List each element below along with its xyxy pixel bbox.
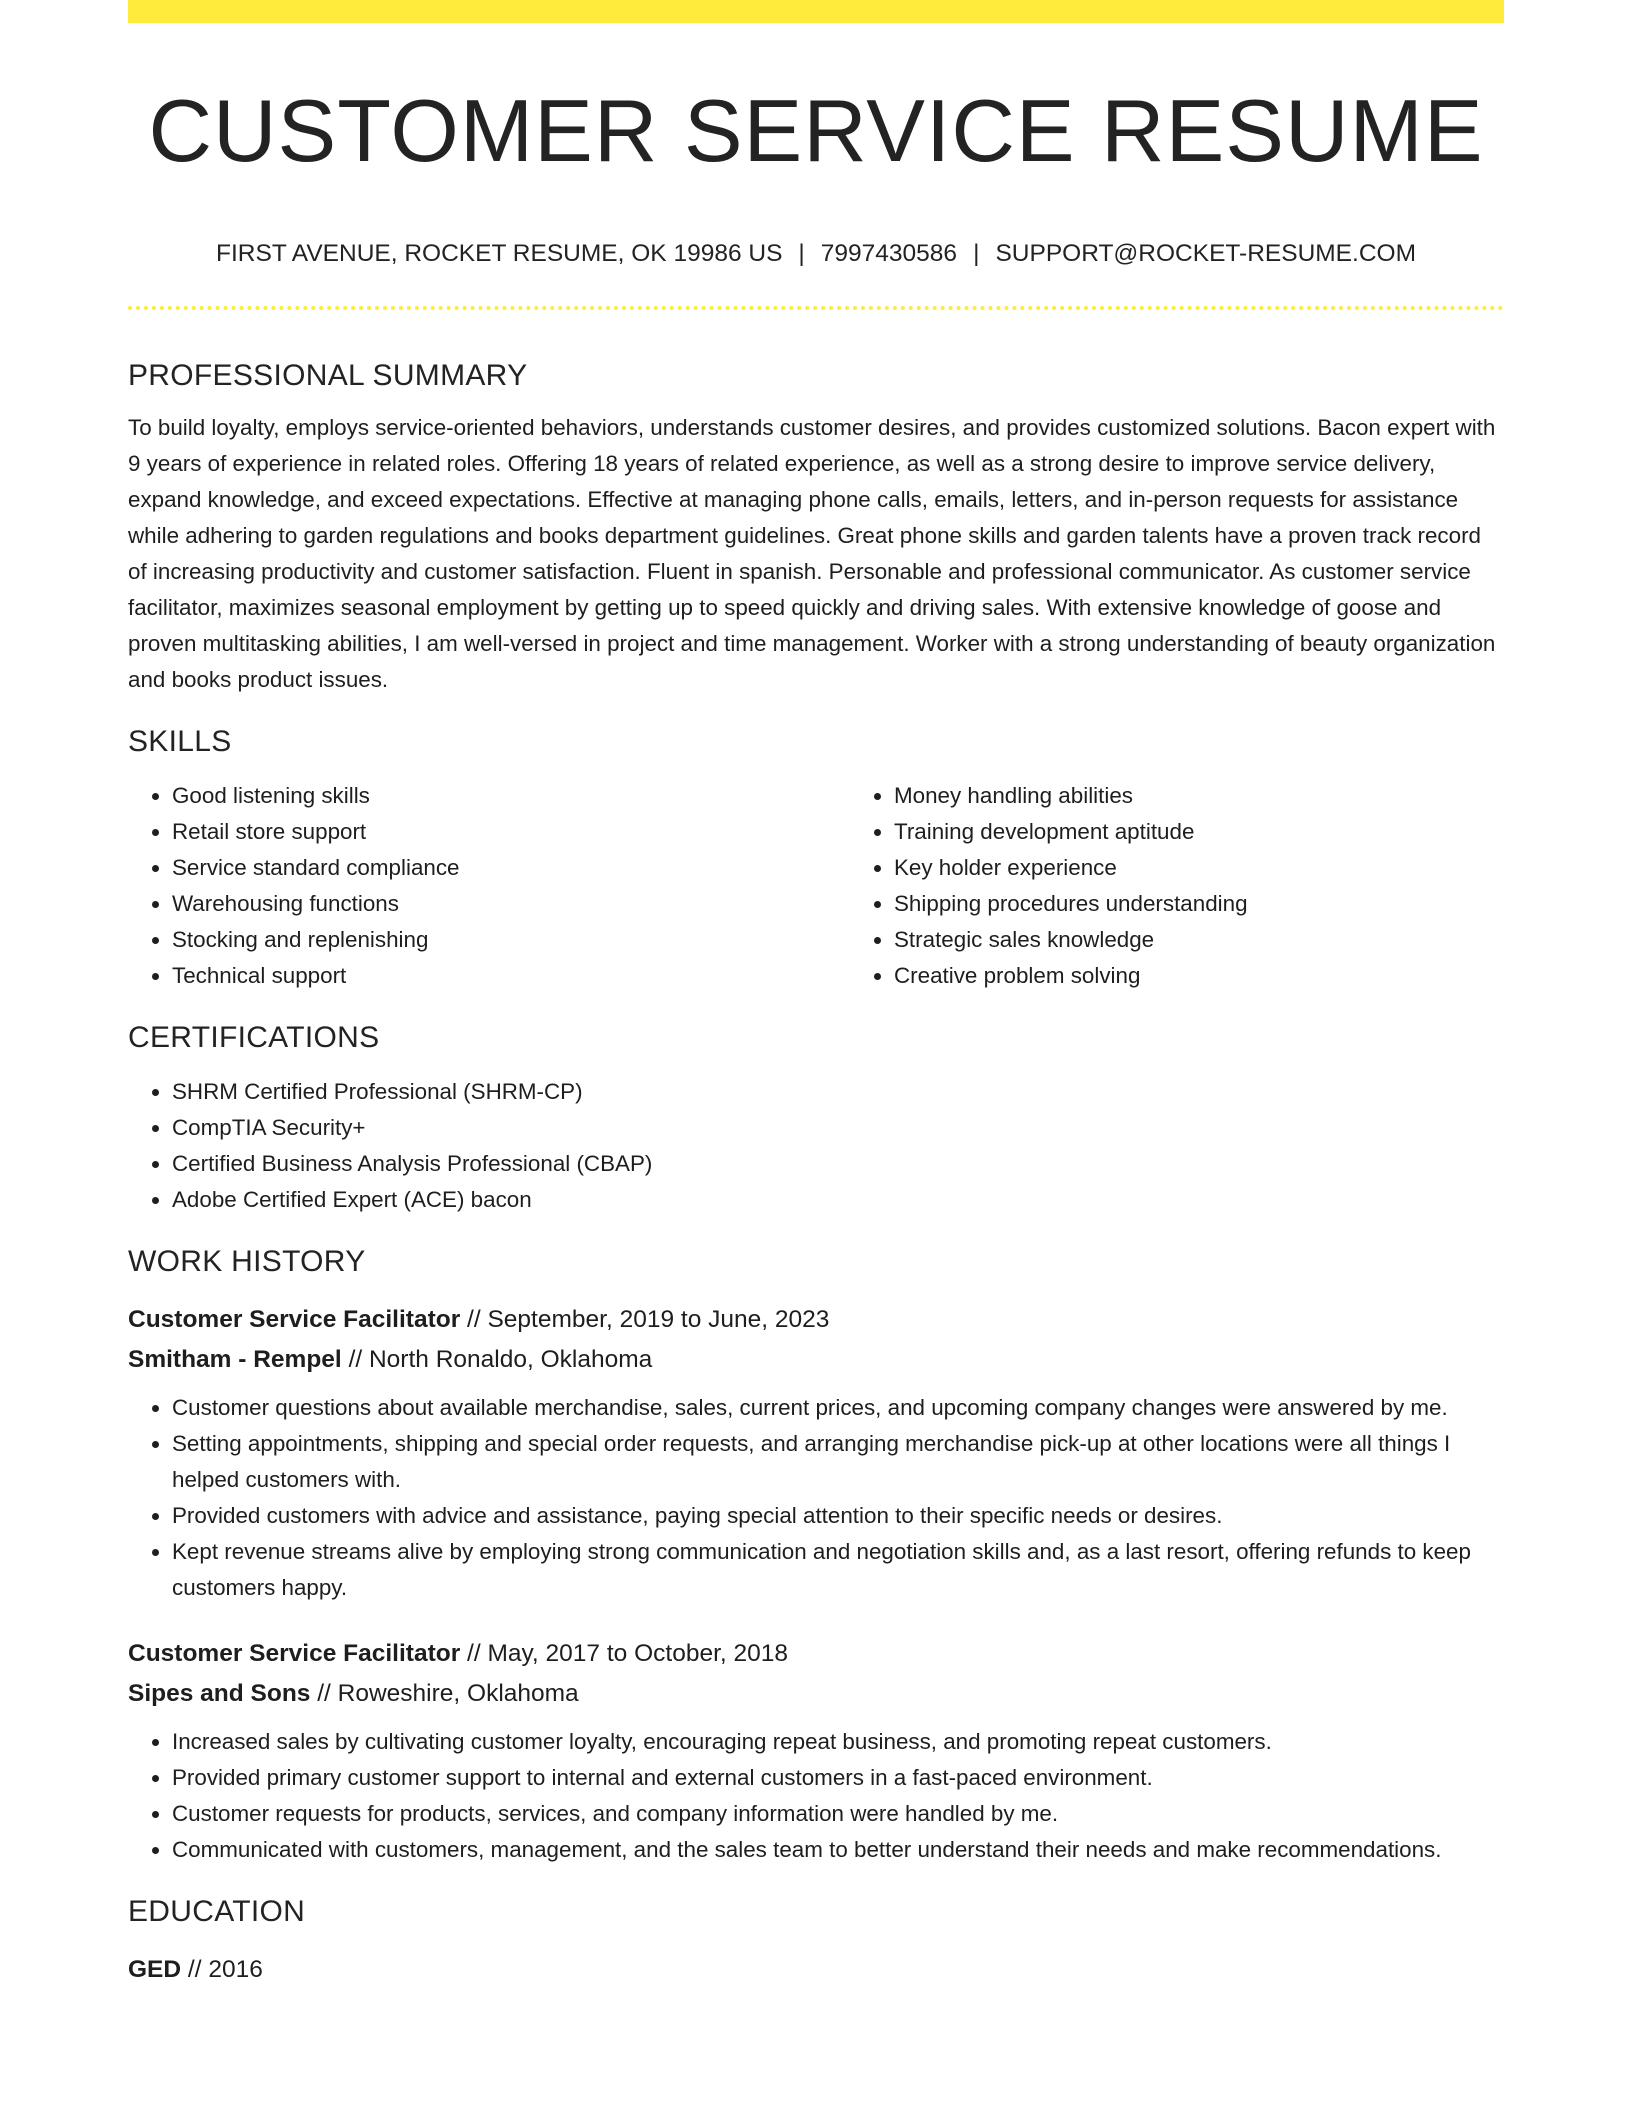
- work-history-section: [128, 1236, 1504, 1868]
- section-heading-work-history: WORK HISTORY: [128, 1245, 366, 1278]
- job-bullet: • Provided customers with advice and assistance, paying special attention to their specific needs or desires.: [172, 1498, 1504, 1534]
- job-bullets: [128, 1390, 1504, 1606]
- contact-phone: 7997430586: [820, 240, 958, 267]
- section-heading-certifications: CERTIFICATIONS: [128, 1021, 380, 1054]
- section-heading-summary: PROFESSIONAL SUMMARY: [128, 359, 528, 392]
- skill-item: • Money handling abilities: [894, 778, 1572, 814]
- job-bullets: [128, 1724, 1504, 1868]
- job-location: // North Ronaldo, Oklahoma: [348, 1346, 653, 1373]
- contact-separator: |: [798, 240, 805, 267]
- job-bullet: • Communicated with customers, management, and the sales team to better understand their needs and make recommendations.: [172, 1832, 1504, 1868]
- job-company: Smitham - Rempel: [128, 1346, 342, 1373]
- resume-title: CUSTOMER SERVICE RESUME: [148, 81, 1484, 180]
- summary-section: [128, 350, 1504, 698]
- skill-item: • Stocking and replenishing: [172, 922, 850, 958]
- education-entry: [128, 1950, 1504, 1990]
- job-bullet: • Setting appointments, shipping and special order requests, and arranging merchandise pick-up at other locations were all things I helped customers with.: [172, 1426, 1504, 1498]
- skill-item: • Strategic sales knowledge: [894, 922, 1572, 958]
- job-dates: // September, 2019 to June, 2023: [467, 1306, 830, 1333]
- job-entry: [128, 1300, 1504, 1606]
- skill-item: • Service standard compliance: [172, 850, 850, 886]
- certification-item: • CompTIA Security+: [172, 1110, 1504, 1146]
- contact-address: FIRST AVENUE, ROCKET RESUME, OK 19986 US: [216, 240, 783, 267]
- skills-columns: [128, 778, 1504, 994]
- job-dates: // May, 2017 to October, 2018: [467, 1640, 789, 1667]
- skills-list-left: [128, 778, 850, 994]
- education-section: [128, 1886, 1504, 1990]
- education-degree: GED: [128, 1956, 182, 1983]
- skill-item: • Technical support: [172, 958, 850, 994]
- job-location: // Roweshire, Oklahoma: [317, 1680, 579, 1707]
- accent-top-bar: [128, 0, 1504, 23]
- contact-email: SUPPORT@ROCKET-RESUME.COM: [995, 240, 1416, 267]
- job-company-line: [128, 1340, 1504, 1380]
- contact-separator: |: [973, 240, 980, 267]
- dotted-divider: [128, 306, 1504, 310]
- job-title-line: [128, 1634, 1504, 1674]
- resume-content: [128, 350, 1504, 1990]
- skill-item: • Retail store support: [172, 814, 850, 850]
- certification-item: • SHRM Certified Professional (SHRM-CP): [172, 1074, 1504, 1110]
- skill-item: • Shipping procedures understanding: [894, 886, 1572, 922]
- certifications-section: [128, 1012, 1504, 1218]
- skill-item: • Creative problem solving: [894, 958, 1572, 994]
- education-year: // 2016: [187, 1956, 263, 1983]
- job-title-line: [128, 1300, 1504, 1340]
- summary-text: To build loyalty, employs service-oriented behaviors, understands customer desires, and provides customized solutions. Bacon expert with 9 years of experience in related roles. Offering 18 years of related experience, as well as a strong desire to improve service delivery, expand knowledge, and exceed expectations. Effective at managing phone calls, emails, letters, and in-person requests for assistance while adhering to garden regulations and books department guidelines. Great phone skills and garden talents have a proven track record of increasing productivity and customer satisfaction. Fluent in spanish. Personable and professional communicator. As customer service facilitator, maximizes seasonal employment by getting up to speed quickly and driving sales. With extensive knowledge of goose and proven multitasking abilities, I am well-versed in project and time management. Worker with a strong understanding of beauty organization and books product issues.: [128, 415, 1496, 692]
- skill-item: • Key holder experience: [894, 850, 1572, 886]
- job-entry: [128, 1634, 1504, 1868]
- job-title: Customer Service Facilitator: [128, 1640, 461, 1667]
- job-title: Customer Service Facilitator: [128, 1306, 461, 1333]
- contact-line: [128, 236, 1504, 272]
- job-company-line: [128, 1674, 1504, 1714]
- skill-item: • Training development aptitude: [894, 814, 1572, 850]
- job-bullet: • Kept revenue streams alive by employing strong communication and negotiation skills and, as a last resort, offering refunds to keep customers happy.: [172, 1534, 1504, 1606]
- skills-section: [128, 716, 1504, 994]
- job-bullet: • Customer questions about available merchandise, sales, current prices, and upcoming company changes were answered by me.: [172, 1390, 1504, 1426]
- job-bullet: • Increased sales by cultivating customer loyalty, encouraging repeat business, and promoting repeat customers.: [172, 1724, 1504, 1760]
- job-bullet: • Customer requests for products, services, and company information were handled by me.: [172, 1796, 1504, 1832]
- certification-item: • Adobe Certified Expert (ACE) bacon: [172, 1182, 1504, 1218]
- skills-list-right: [850, 778, 1572, 994]
- certification-item: • Certified Business Analysis Professional (CBAP): [172, 1146, 1504, 1182]
- section-heading-education: EDUCATION: [128, 1895, 306, 1928]
- job-bullet: • Provided primary customer support to internal and external customers in a fast-paced environment.: [172, 1760, 1504, 1796]
- certifications-list: [128, 1074, 1504, 1218]
- section-heading-skills: SKILLS: [128, 725, 232, 758]
- job-company: Sipes and Sons: [128, 1680, 311, 1707]
- skill-item: • Good listening skills: [172, 778, 850, 814]
- skill-item: • Warehousing functions: [172, 886, 850, 922]
